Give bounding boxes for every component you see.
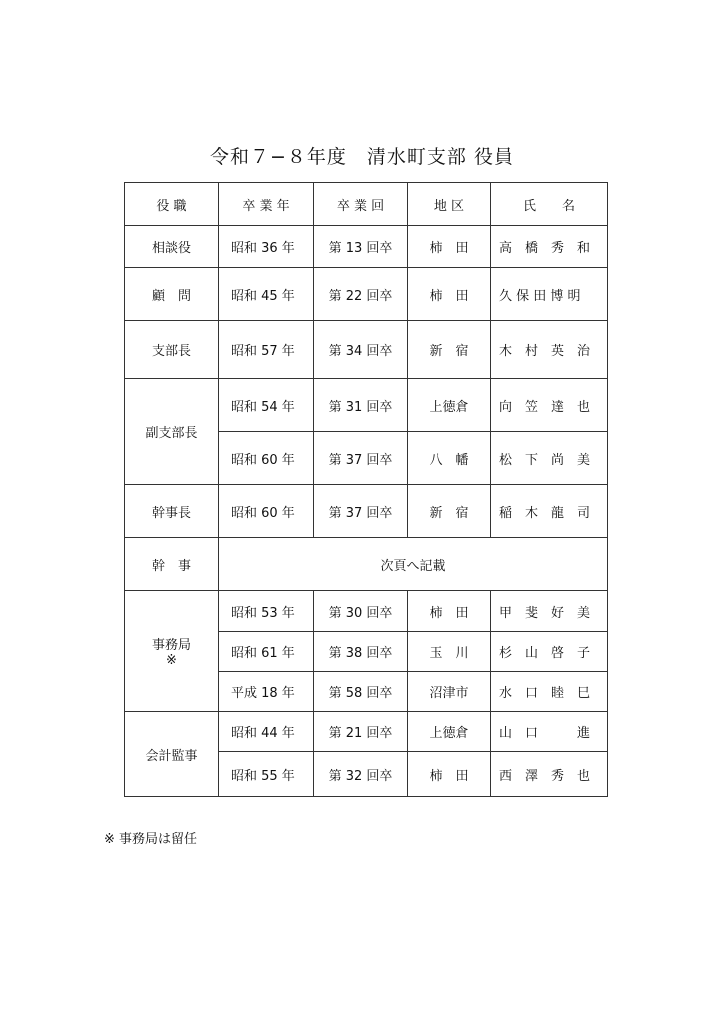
table-row xyxy=(125,226,608,268)
table-row xyxy=(125,712,608,752)
year-cell: 昭和 54 年 xyxy=(219,379,314,432)
officers-table xyxy=(124,182,608,797)
header-count: 卒 業 回 xyxy=(314,183,408,226)
name-cell: 山 口 進 xyxy=(491,712,608,752)
name-cell: 杉 山 啓 子 xyxy=(491,632,608,672)
count-cell: 第 37 回卒 xyxy=(314,485,408,538)
table-row xyxy=(125,538,608,591)
header-area: 地 区 xyxy=(408,183,491,226)
area-cell: 玉 川 xyxy=(408,632,491,672)
count-cell: 第 22 回卒 xyxy=(314,268,408,321)
name-cell: 向 笠 達 也 xyxy=(491,379,608,432)
count-cell: 第 13 回卒 xyxy=(314,226,408,268)
table-row xyxy=(125,321,608,379)
role-cell xyxy=(125,591,219,712)
table-row xyxy=(125,591,608,632)
count-cell: 第 58 回卒 xyxy=(314,672,408,712)
name-cell: 水 口 睦 巳 xyxy=(491,672,608,712)
name-cell: 松 下 尚 美 xyxy=(491,432,608,485)
area-cell: 新 宿 xyxy=(408,485,491,538)
role-cell: 支部長 xyxy=(125,321,219,379)
count-cell: 第 34 回卒 xyxy=(314,321,408,379)
count-cell: 第 30 回卒 xyxy=(314,591,408,632)
year-cell: 昭和 55 年 xyxy=(219,752,314,797)
area-cell: 柿 田 xyxy=(408,226,491,268)
role-mark: ※ xyxy=(166,653,177,668)
name-cell: 甲 斐 好 美 xyxy=(491,591,608,632)
role-cell: 顧 問 xyxy=(125,268,219,321)
header-role: 役 職 xyxy=(125,183,219,226)
role-cell: 幹事長 xyxy=(125,485,219,538)
year-cell: 昭和 45 年 xyxy=(219,268,314,321)
year-cell: 昭和 44 年 xyxy=(219,712,314,752)
footnote: ※ 事務局は留任 xyxy=(104,832,198,847)
area-cell: 八 幡 xyxy=(408,432,491,485)
table-row xyxy=(125,379,608,432)
count-cell: 第 37 回卒 xyxy=(314,432,408,485)
table-row xyxy=(125,268,608,321)
area-cell: 柿 田 xyxy=(408,268,491,321)
area-cell: 新 宿 xyxy=(408,321,491,379)
year-cell: 平成 18 年 xyxy=(219,672,314,712)
role-cell: 幹 事 xyxy=(125,538,219,591)
header-name: 氏 名 xyxy=(491,183,608,226)
table-row xyxy=(125,485,608,538)
name-cell: 久 保 田 博 明 xyxy=(491,268,608,321)
name-cell: 木 村 英 治 xyxy=(491,321,608,379)
count-cell: 第 21 回卒 xyxy=(314,712,408,752)
area-cell: 柿 田 xyxy=(408,591,491,632)
page-title: 令和７−８年度 清水町支部 役員 xyxy=(210,146,514,168)
area-cell: 柿 田 xyxy=(408,752,491,797)
year-cell: 昭和 60 年 xyxy=(219,485,314,538)
role-cell: 相談役 xyxy=(125,226,219,268)
area-cell: 上徳倉 xyxy=(408,712,491,752)
area-cell: 沼津市 xyxy=(408,672,491,712)
role-label: 事務局 xyxy=(151,638,191,653)
count-cell: 第 32 回卒 xyxy=(314,752,408,797)
role-cell: 副支部長 xyxy=(125,379,219,485)
name-cell: 西 澤 秀 也 xyxy=(491,752,608,797)
note-cell: 次頁へ記載 xyxy=(219,538,608,591)
name-cell: 稲 木 龍 司 xyxy=(491,485,608,538)
header-year: 卒 業 年 xyxy=(219,183,314,226)
count-cell: 第 31 回卒 xyxy=(314,379,408,432)
table-header-row xyxy=(125,183,608,226)
role-cell: 会計監事 xyxy=(125,712,219,797)
area-cell: 上徳倉 xyxy=(408,379,491,432)
year-cell: 昭和 53 年 xyxy=(219,591,314,632)
year-cell: 昭和 57 年 xyxy=(219,321,314,379)
year-cell: 昭和 60 年 xyxy=(219,432,314,485)
year-cell: 昭和 61 年 xyxy=(219,632,314,672)
year-cell: 昭和 36 年 xyxy=(219,226,314,268)
name-cell: 高 橋 秀 和 xyxy=(491,226,608,268)
count-cell: 第 38 回卒 xyxy=(314,632,408,672)
